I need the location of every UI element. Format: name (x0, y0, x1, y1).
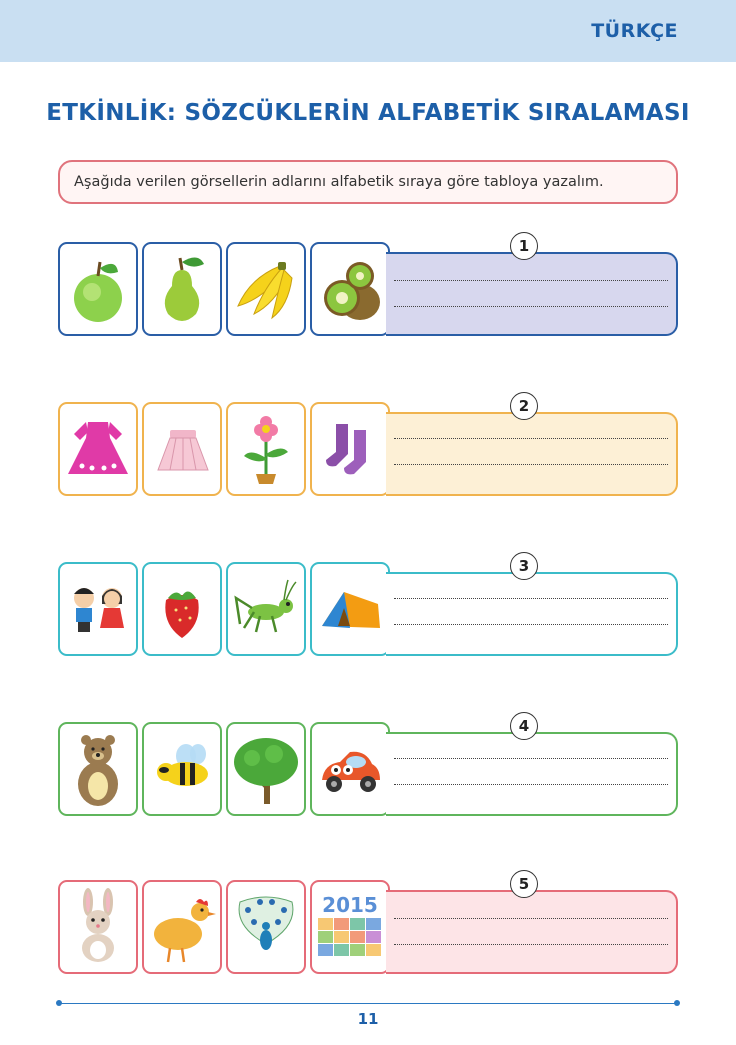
tile-2 (142, 722, 222, 816)
writing-line (394, 280, 668, 281)
writing-line (394, 598, 668, 599)
tile-3 (226, 242, 306, 336)
tile-1 (58, 242, 138, 336)
tile-4 (310, 880, 390, 974)
row-3 (58, 557, 678, 662)
answer-box-4[interactable] (386, 732, 678, 816)
tile-4 (310, 402, 390, 496)
row-4 (58, 717, 678, 822)
page-number: 11 (357, 1010, 379, 1028)
writing-line (394, 784, 668, 785)
tile-2 (142, 402, 222, 496)
calendar-image (314, 886, 386, 968)
calendar-year: 2015 (322, 893, 378, 917)
row-number-badge: 3 (510, 552, 538, 580)
answer-box-3[interactable] (386, 572, 678, 656)
tree-image (230, 728, 302, 810)
children-image (62, 568, 134, 650)
strawberry-image (146, 568, 218, 650)
tile-3 (226, 880, 306, 974)
answer-box-2[interactable] (386, 412, 678, 496)
flower-image (230, 408, 302, 490)
tile-4 (310, 562, 390, 656)
tile-3 (226, 402, 306, 496)
writing-line (394, 464, 668, 465)
subject-label: TÜRKÇE (591, 20, 678, 42)
skirt-image (146, 408, 218, 490)
tile-3 (226, 722, 306, 816)
instruction-box (58, 160, 678, 204)
tile-1 (58, 880, 138, 974)
row-number-badge: 1 (510, 232, 538, 260)
dress-image (62, 408, 134, 490)
answer-box-5[interactable] (386, 890, 678, 974)
row-1 (58, 237, 678, 342)
apple-image (62, 248, 134, 330)
banana-image (230, 248, 302, 330)
tile-3 (226, 562, 306, 656)
peacock-image (230, 886, 302, 968)
tile-1 (58, 562, 138, 656)
tile-4 (310, 242, 390, 336)
tile-4 (310, 722, 390, 816)
answer-box-1[interactable] (386, 252, 678, 336)
writing-line (394, 438, 668, 439)
tile-2 (142, 562, 222, 656)
grasshopper-image (230, 568, 302, 650)
rabbit-image (62, 886, 134, 968)
socks-image (314, 408, 386, 490)
tile-2 (142, 880, 222, 974)
row-number-badge: 5 (510, 870, 538, 898)
footer-dot (674, 1000, 680, 1006)
writing-line (394, 306, 668, 307)
bee-image (146, 728, 218, 810)
row-2 (58, 397, 678, 502)
bear-image (62, 728, 134, 810)
writing-line (394, 624, 668, 625)
tent-image (314, 568, 386, 650)
footer-dot (56, 1000, 62, 1006)
pear-image (146, 248, 218, 330)
kiwi-image (314, 248, 386, 330)
instruction-text: Aşağıda verilen görsellerin adlarını alfabetik sıraya göre tabloya yazalım. (74, 174, 604, 190)
tile-2 (142, 242, 222, 336)
tile-1 (58, 402, 138, 496)
tile-1 (58, 722, 138, 816)
page-title: ETKİNLİK: SÖZCÜKLERİN ALFABETİK SIRALAMASI (46, 100, 690, 126)
row-5 (58, 875, 678, 980)
hen-image (146, 886, 218, 968)
row-number-badge: 4 (510, 712, 538, 740)
writing-line (394, 918, 668, 919)
row-number-badge: 2 (510, 392, 538, 420)
car-image (314, 728, 386, 810)
writing-line (394, 944, 668, 945)
writing-line (394, 758, 668, 759)
footer-line (58, 1003, 678, 1004)
